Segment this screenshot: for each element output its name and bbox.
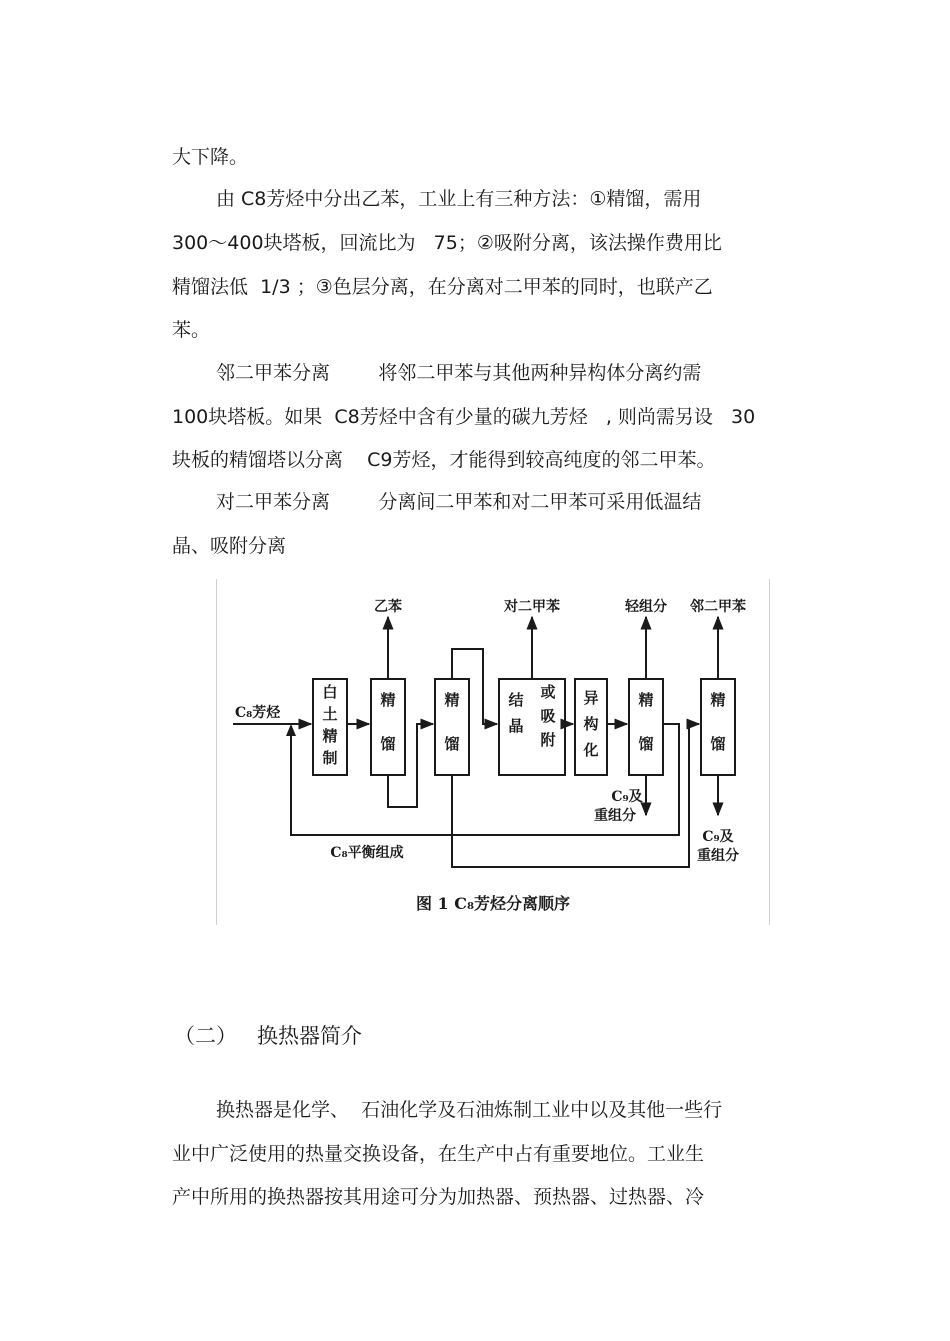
text-line: 产中所用的换热器按其用途可分为加热器、预热器、过热器、冷 <box>172 1186 705 1208</box>
clay-refining-label: 白 <box>322 683 338 701</box>
crystallization-adsorption-label: 附 <box>540 731 556 749</box>
text-line: 对二甲苯分离 分离间二甲苯和对二甲苯可采用低温结 <box>216 491 702 513</box>
distillation-label-3: 精 <box>638 691 654 709</box>
distillation-label-1: 馏 <box>380 735 396 753</box>
text-line: 晶、吸附分离 <box>172 535 287 557</box>
isomerization-label: 异 <box>583 689 599 707</box>
isomerization-label: 构 <box>583 715 599 733</box>
crystallization-adsorption-label: 结 <box>508 691 524 709</box>
crystallization-adsorption-label: 晶 <box>508 717 524 735</box>
clay-refining-label: 制 <box>322 749 338 767</box>
text-line: 大下降。 <box>172 146 249 168</box>
text-line: 业中广泛使用的热量交换设备，在生产中占有重要地位。工业生 <box>172 1143 705 1165</box>
crystallization-adsorption-label: 或 <box>540 683 556 701</box>
distillation-label-2: 精 <box>444 691 460 709</box>
orthoxylene-label: 邻二甲苯 <box>690 599 746 615</box>
recycle-label: C₈平衡组成 <box>330 845 404 861</box>
distillation-label-4: 馏 <box>710 735 726 753</box>
c9-heavy-label-2b: 重组分 <box>697 848 739 864</box>
text-line: 块板的精馏塔以分离 C9芳烃，才能得到较高纯度的邻二甲苯。 <box>172 449 716 471</box>
crystallization-adsorption-label: 吸 <box>540 707 556 725</box>
clay-refining-label: 土 <box>322 705 338 723</box>
c9-heavy-label-1: C₉及 <box>611 789 643 805</box>
feed-label: C₈芳烃 <box>235 705 281 721</box>
isomerization-label: 化 <box>583 741 599 759</box>
distillation-label-2: 馏 <box>444 735 460 753</box>
distillation-label-1: 精 <box>380 691 396 709</box>
text-line: 苯。 <box>172 319 211 341</box>
distillation-label-4: 精 <box>710 691 726 709</box>
text-line: 换热器是化学、 石油化学及石油炼制工业中以及其他一些行 <box>216 1099 723 1121</box>
figure-caption: 图 1 C₈芳烃分离顺序 <box>415 894 571 913</box>
clay-refining-label: 精 <box>322 727 338 745</box>
c9-heavy-label-1b: 重组分 <box>594 808 636 824</box>
text-line: 精馏法低 1/3 ；③色层分离，在分离对二甲苯的同时，也联产乙 <box>172 276 713 298</box>
text-line: 邻二甲苯分离 将邻二甲苯与其他两种异构体分离约需 <box>216 362 702 384</box>
ethylbenzene-label: 乙苯 <box>374 599 402 615</box>
light-component-label: 轻组分 <box>625 599 667 615</box>
text-line: 300～400块塔板，回流比为 75；②吸附分离，该法操作费用比 <box>172 232 722 254</box>
text-line: 100块塔板。如果 C8芳烃中含有少量的碳九芳烃 , 则尚需另设 30 <box>172 406 756 428</box>
section-heading: （二） 换热器简介 <box>174 1024 363 1048</box>
paraxylene-label: 对二甲苯 <box>504 599 560 615</box>
c9-heavy-label-2: C₉及 <box>702 829 734 845</box>
process-flow-diagram <box>216 579 770 925</box>
text-line: 由 C8芳烃中分出乙苯，工业上有三种方法：①精馏，需用 <box>216 188 702 210</box>
distillation-label-3: 馏 <box>638 735 654 753</box>
